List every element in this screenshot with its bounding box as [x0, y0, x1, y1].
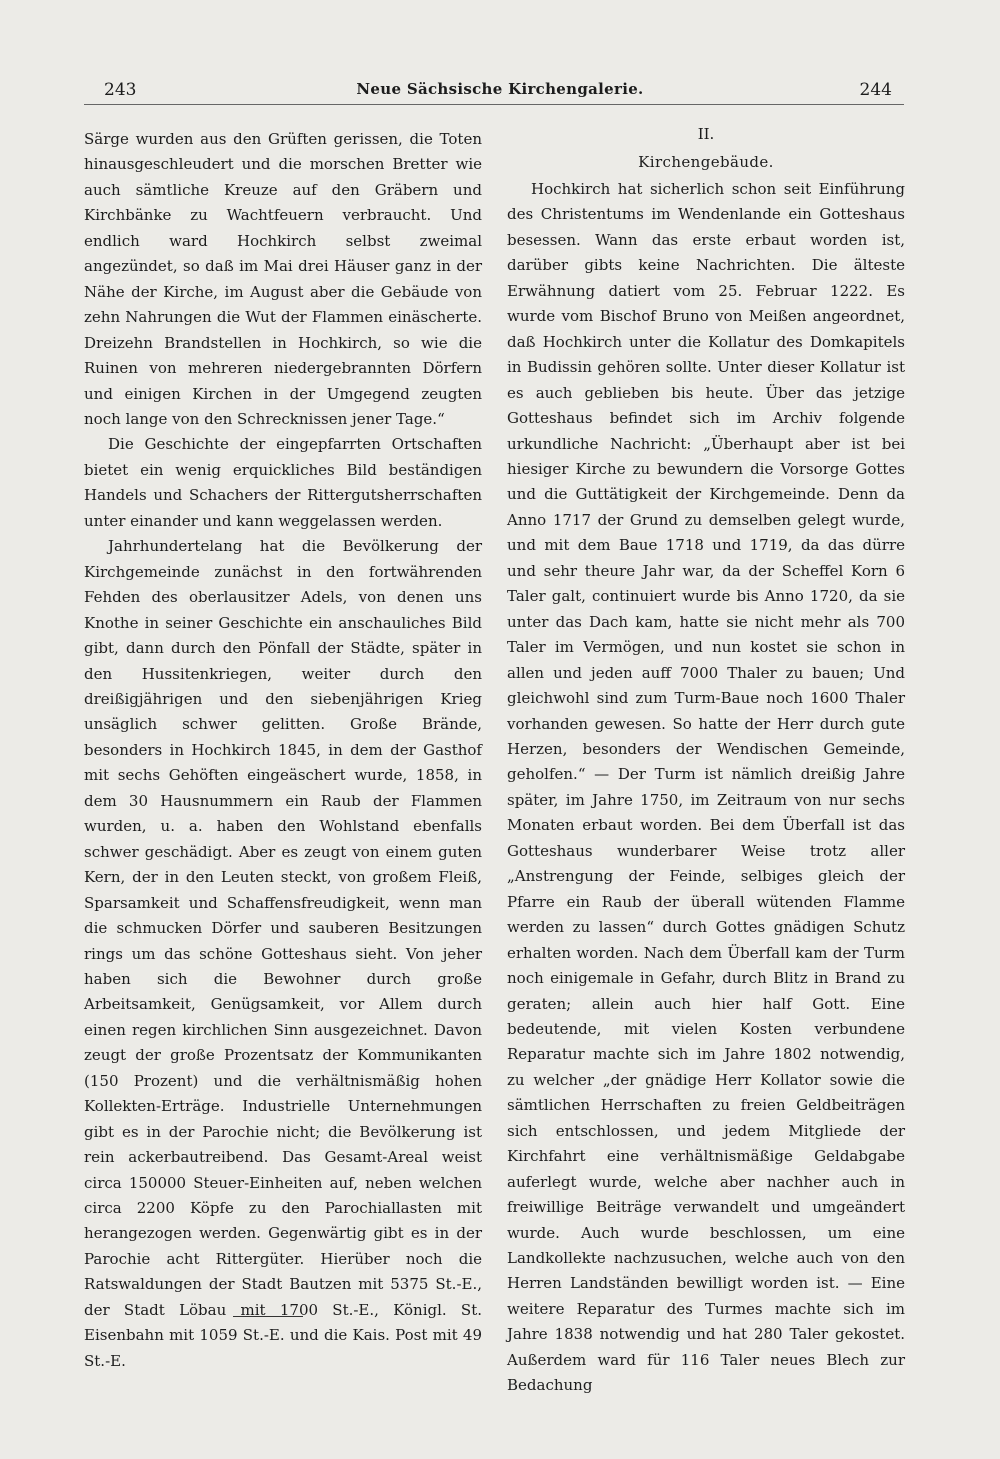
page-number-right: 244	[859, 80, 892, 100]
section-number: II.	[697, 125, 715, 143]
left-paragraph-3: Jahrhundertelang hat die Bevölkerung der Kirchgemeinde zunächst in den fortwährenden Fehden des oberlausitzer Adels, von denen uns Knothe in seiner Geschichte ein anschauliches Bild gibt, dann durch den Pönfall der Städte, später in den Hussitenkriegen, weiter durch den dreißigjährigen und den siebenjährigen Krieg unsäglich schwer gelitten. Große Brände, besonders in Hochkirch 1845, in dem der Gasthof mit sechs Gehöften eingeäschert wurde, 1858, in dem 30 Hausnummern ein Raub der Flammen wurden, u. a. haben den Wohlstand ebenfalls schwer geschädigt. Aber es zeugt von einem guten Kern, der in den Leuten steckt, von großem Fleiß, Sparsamkeit und Schaffensfreudigkeit, wenn man die schmucken Dörfer und sauberen Besitzungen rings um das schöne Gotteshaus sieht. Von jeher haben sich die Bewohner durch große Arbeitsamkeit, Genügsamkeit, vor Allem durch einen regen kirchlichen Sinn ausgezeichnet. Davon zeugt der große Prozentsatz der Kommunikanten (150 Prozent) und die verhältnismäßig hohen Kollekten-Erträge. Industrielle Unternehmungen gibt es in der Parochie nicht; die Bevölkerung ist rein ackerbautreibend. Das Gesamt-Areal weist circa 150000 Steuer-Einheiten auf, neben welchen circa 2200 Köpfe zu den Parochiallasten mit herangezogen werden. Gegenwärtig gibt es in der Parochie acht Rittergüter. Hierüber noch die Ratswaldungen der Stadt Bautzen mit 5375 St.-E., der Stadt Löbau mit 1700 St.-E., Königl. St. Eisenbahn mit 1059 St.-E. und die Kais. Post mit 49 St.-E.	[84, 537, 482, 1370]
section-title: Kirchengebäude.	[638, 153, 774, 171]
right-paragraph-1: Hochkirch hat sicherlich schon seit Einführung des Christentums im Wendenlande ein Gotteshaus besessen. Wann das erste erbaut worden ist, darüber gibts keine Nachrichten. Die älteste Erwähnung datiert vom 25. Februar 1222. Es wurde vom Bischof Bruno von Meißen angeordnet, daß Hochkirch unter die Kollatur des Domkapitels in Budissin gehören sollte. Unter dieser Kollatur ist es auch geblieben bis heute. Über das jetzige Gotteshaus befindet sich im Archiv folgende urkundliche Nachricht: „Überhaupt aber ist bei hiesiger Kirche zu bewundern die Vorsorge Gottes und die Guttätigkeit der Kirchgemeinde. Denn da Anno 1717 der Grund zu demselben gelegt wurde, und mit dem Baue 1718 und 1719, da das dürre und sehr theure Jahr war, da der Scheffel Korn 6 Taler galt, continuiert wurde bis Anno 1720, da sie unter das Dach kam, hatte sie nicht mehr als 700 Taler im Vermögen, und nun kostet sie schon in allen und jeden auff 7000 Thaler zu bauen; Und gleichwohl sind zum Turm-Baue noch 1600 Thaler vorhanden gewesen. So hatte der Herr durch gute Herzen, besonders der Wendischen Gemeinde, geholfen.“ — Der Turm ist nämlich dreißig Jahre später, im Jahre 1750, im Zeitraum von nur sechs Monaten erbaut worden. Bei dem Überfall ist das Gotteshaus wunderbarer Weise trotz aller „Anstrengung der Feinde, selbiges gleich der Pfarre ein Raub der überall wütenden Flamme werden zu lassen“ durch Gottes gnädigen Schutz erhalten worden. Nach dem Überfall kam der Turm noch einigemale in Gefahr, durch Blitz in Brand zu geraten; allein auch hier half Gott. Eine bedeutende, mit vielen Kosten verbundene Reparatur machte sich im Jahre 1802 notwendig, zu welcher „der gnädige Herr Kollator sowie die sämtlichen Herrschaften zu freien Geldbeiträgen sich entschlossen, und jedem Mitgliede der Kirchfahrt eine verhältnismäßige Geldabgabe auferlegt wurde, welche aber nachher auch in freiwillige Beiträge verwandelt und umgeändert wurde. Auch wurde beschlossen, um eine Landkollekte nachzusuchen, welche auch von den Herren Landständen bewilligt worden ist. — Eine weitere Reparatur des Turmes machte sich im Jahre 1838 notwendig und hat 280 Taler gekostet. Außerdem ward für 116 Taler neues Blech zur Bedachung	[507, 180, 905, 1395]
header-rule	[84, 104, 904, 105]
end-rule	[233, 1316, 303, 1317]
page-number-left: 243	[104, 80, 137, 100]
left-column	[84, 127, 482, 1374]
running-title: Neue Sächsische Kirchengalerie.	[356, 80, 644, 98]
left-paragraph-2: Die Geschichte der eingepfarrten Ortschaften bietet ein wenig erquickliches Bild beständigen Handels und Schachers der Rittergutsherrschaften unter einander und kann weggelassen werden.	[84, 435, 482, 530]
page-header	[100, 80, 900, 110]
right-column	[507, 122, 905, 1399]
left-paragraph-1: Särge wurden aus den Grüften gerissen, die Toten hinausgeschleudert und die morschen Bretter wie auch sämtliche Kreuze auf den Gräbern und Kirchbänke zu Wachtfeuern verbraucht. Und endlich ward Hochkirch selbst zweimal angezündet, so daß im Mai drei Häuser ganz in der Nähe der Kirche, im August aber die Gebäude von zehn Nahrungen die Wut der Flammen einäscherte. Dreizehn Brandstellen in Hochkirch, so wie die Ruinen von mehreren niedergebrannten Dörfern und einigen Kirchen in der Umgegend zeugten noch lange von den Schrecknissen jener Tage.“	[84, 130, 482, 428]
